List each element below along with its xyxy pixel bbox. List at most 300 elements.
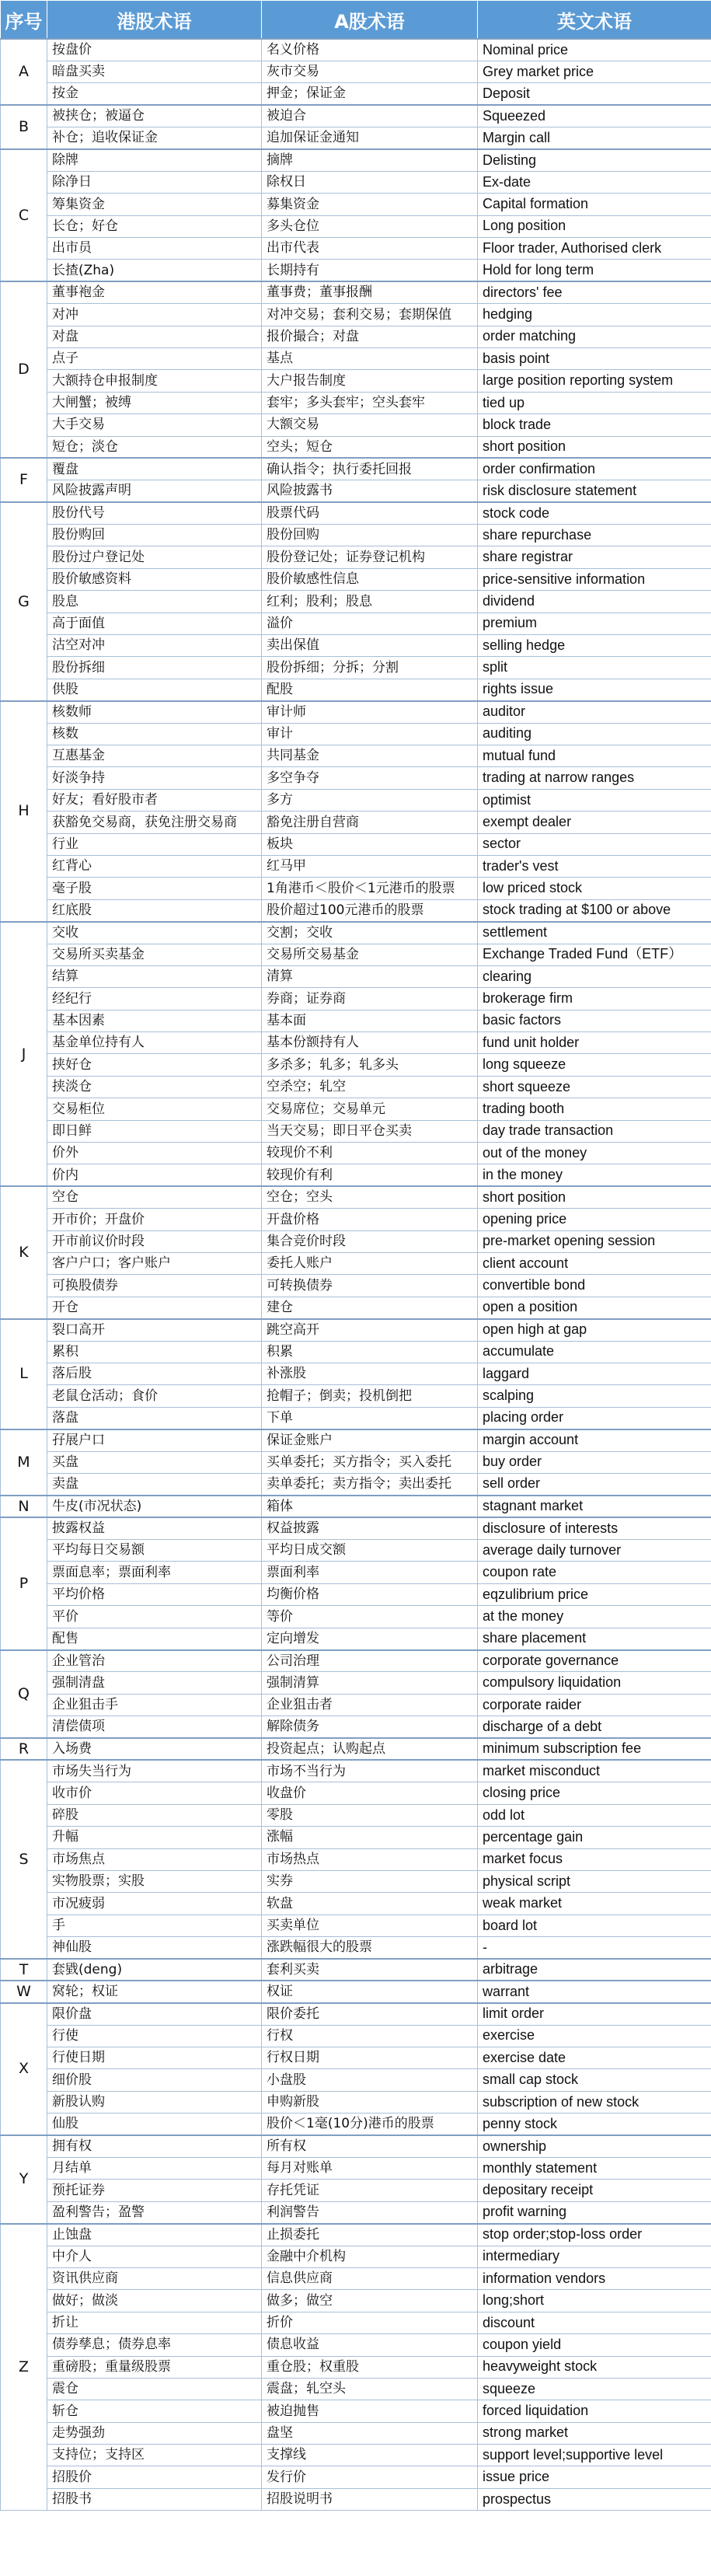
a-share-term-cell: 确认指令；执行委托回报 [262, 458, 478, 480]
a-share-term-cell: 基本份额持有人 [262, 1032, 478, 1054]
table-row [1, 1848, 711, 1870]
table-row [1, 745, 711, 767]
a-share-term-cell: 溢价 [262, 613, 478, 634]
a-share-term-cell: 开盘价格 [262, 1209, 478, 1230]
table-row [1, 1098, 711, 1120]
a-share-term-cell: 平均日成交额 [262, 1540, 478, 1562]
a-share-term-cell: 当天交易；即日平仓买卖 [262, 1120, 478, 1142]
table-row [1, 194, 711, 215]
group-letter: M [1, 1429, 47, 1496]
hk-term-cell: 手 [47, 1915, 262, 1936]
english-term-cell: share registrar [478, 546, 711, 568]
a-share-term-cell: 灰市交易 [262, 61, 478, 82]
table-row [1, 965, 711, 987]
table-row [1, 1738, 711, 1760]
a-share-term-cell: 票面利率 [262, 1562, 478, 1583]
table-row [1, 304, 711, 326]
hk-term-cell: 被挟仓；被逼仓 [47, 105, 262, 127]
english-term-cell: long;short [478, 2290, 711, 2312]
a-share-term-cell: 保证金账户 [262, 1429, 478, 1451]
hk-term-cell: 覆盘 [47, 458, 262, 480]
a-share-term-cell: 名义价格 [262, 39, 478, 61]
a-share-term-cell: 支撑线 [262, 2445, 478, 2466]
a-share-term-cell: 交割；交收 [262, 922, 478, 944]
table-row [1, 2445, 711, 2466]
table-row [1, 1981, 711, 2002]
english-term-cell: Margin call [478, 127, 711, 149]
a-share-term-cell: 对冲交易；套利交易；套期保值 [262, 304, 478, 326]
hk-term-cell: 新股认购 [47, 2091, 262, 2113]
english-term-cell: trading booth [478, 1098, 711, 1120]
a-share-term-cell: 交易所交易基金 [262, 944, 478, 965]
table-row [1, 1341, 711, 1363]
table-row [1, 701, 711, 723]
a-share-term-cell: 股价超过100元港币的股票 [262, 899, 478, 921]
english-term-cell: Hold for long term [478, 260, 711, 281]
english-term-cell: sector [478, 833, 711, 855]
english-term-cell: selling hedge [478, 635, 711, 657]
table-row [1, 1275, 711, 1297]
a-share-term-cell: 市场不当行为 [262, 1760, 478, 1782]
a-share-term-cell: 可转换债券 [262, 1275, 478, 1297]
a-share-term-cell: 套牢；多头套牢；空头套牢 [262, 392, 478, 414]
a-share-term-cell: 补涨股 [262, 1363, 478, 1384]
a-share-term-cell: 实券 [262, 1870, 478, 1892]
english-term-cell: mutual fund [478, 745, 711, 767]
table-row [1, 2334, 711, 2356]
a-share-term-cell: 多空争夺 [262, 767, 478, 789]
table-row [1, 370, 711, 392]
table-row [1, 2180, 711, 2201]
a-share-term-cell: 利润警告 [262, 2201, 478, 2223]
table-row [1, 1120, 711, 1142]
a-share-term-cell: 大户报告制度 [262, 370, 478, 392]
table-row [1, 83, 711, 105]
hk-term-cell: 实物股票；实股 [47, 1870, 262, 1892]
english-term-cell: Floor trader, Authorised clerk [478, 238, 711, 260]
hk-term-cell: 走势强劲 [47, 2422, 262, 2444]
a-share-term-cell: 风险披露书 [262, 480, 478, 502]
group-letter: D [1, 281, 47, 458]
a-share-term-cell: 收盘价 [262, 1782, 478, 1804]
hk-term-cell: 招股价 [47, 2466, 262, 2488]
english-term-cell: exempt dealer [478, 812, 711, 833]
a-share-term-cell: 共同基金 [262, 745, 478, 767]
hk-term-cell: 大额持仓申报制度 [47, 370, 262, 392]
a-share-term-cell: 公司治理 [262, 1650, 478, 1672]
english-term-cell: physical script [478, 1870, 711, 1892]
english-term-cell: short position [478, 436, 711, 458]
hk-term-cell: 神仙股 [47, 1937, 262, 1959]
english-term-cell: penny stock [478, 2114, 711, 2135]
hk-term-cell: 企业管治 [47, 1650, 262, 1672]
table-row [1, 2488, 711, 2510]
english-term-cell: ownership [478, 2135, 711, 2157]
a-share-term-cell: 行权 [262, 2025, 478, 2047]
table-row [1, 39, 711, 61]
a-share-term-cell: 积累 [262, 1341, 478, 1363]
table-header [1, 1, 711, 40]
table-row [1, 767, 711, 789]
english-term-cell: laggard [478, 1363, 711, 1384]
table-row [1, 2069, 711, 2091]
hk-term-cell: 按盘价 [47, 39, 262, 61]
hk-term-cell: 平价 [47, 1606, 262, 1628]
hk-term-cell: 红背心 [47, 855, 262, 877]
table-row [1, 105, 711, 127]
a-share-term-cell: 长期持有 [262, 260, 478, 281]
a-share-term-cell: 小盘股 [262, 2069, 478, 2091]
english-term-cell: support level;supportive level [478, 2445, 711, 2466]
a-share-term-cell: 1角港币＜股价＜1元港币的股票 [262, 878, 478, 899]
hk-term-cell: 挟好仓 [47, 1054, 262, 1076]
english-term-cell: information vendors [478, 2267, 711, 2289]
a-share-term-cell: 摘牌 [262, 149, 478, 171]
table-row [1, 2400, 711, 2422]
hk-term-cell: 震仓 [47, 2378, 262, 2400]
a-share-term-cell: 存托凭证 [262, 2180, 478, 2201]
table-row [1, 215, 711, 237]
a-share-term-cell: 多头仓位 [262, 215, 478, 237]
english-term-cell: directors' fee [478, 281, 711, 303]
english-term-cell: trading at narrow ranges [478, 767, 711, 789]
table-body [1, 39, 711, 2511]
a-share-term-cell: 发行价 [262, 2466, 478, 2488]
table-row [1, 1827, 711, 1848]
table-row [1, 1937, 711, 1959]
hk-term-cell: 平均每日交易额 [47, 1540, 262, 1562]
hk-term-cell: 升幅 [47, 1827, 262, 1848]
english-term-cell: stock code [478, 502, 711, 524]
hk-term-cell: 空仓 [47, 1186, 262, 1208]
a-share-term-cell: 出市代表 [262, 238, 478, 260]
a-share-term-cell: 审计师 [262, 701, 478, 723]
table-row [1, 878, 711, 899]
table-row [1, 679, 711, 700]
hk-term-cell: 卖盘 [47, 1473, 262, 1495]
english-term-cell: exercise date [478, 2047, 711, 2069]
hk-term-cell: 价内 [47, 1164, 262, 1186]
table-row [1, 2091, 711, 2113]
hk-term-cell: 招股书 [47, 2488, 262, 2510]
a-share-term-cell: 股份登记处；证券登记机构 [262, 546, 478, 568]
a-share-term-cell: 权证 [262, 1981, 478, 2002]
english-term-cell: buy order [478, 1451, 711, 1473]
english-term-cell: client account [478, 1252, 711, 1274]
table-row [1, 812, 711, 833]
english-term-cell: open a position [478, 1297, 711, 1318]
english-term-cell: placing order [478, 1407, 711, 1429]
english-term-cell: market misconduct [478, 1760, 711, 1782]
table-row [1, 1054, 711, 1076]
english-term-cell: corporate raider [478, 1694, 711, 1716]
a-share-term-cell: 基点 [262, 347, 478, 369]
hk-term-cell: 孖展户口 [47, 1429, 262, 1451]
english-term-cell: order matching [478, 326, 711, 347]
hk-term-cell: 限价盘 [47, 2003, 262, 2025]
a-share-term-cell: 股价＜1毫(10分)港币的股票 [262, 2114, 478, 2135]
a-share-term-cell: 投资起点；认购起点 [262, 1738, 478, 1760]
hk-term-cell: 即日鲜 [47, 1120, 262, 1142]
a-share-term-cell: 零股 [262, 1804, 478, 1826]
english-term-cell: opening price [478, 1209, 711, 1230]
english-term-cell: split [478, 657, 711, 679]
table-row [1, 1451, 711, 1473]
hk-term-cell: 交易柜位 [47, 1098, 262, 1120]
table-row [1, 2025, 711, 2047]
hk-term-cell: 资讯供应商 [47, 2267, 262, 2289]
hk-term-cell: 折让 [47, 2312, 262, 2333]
english-term-cell: weak market [478, 1893, 711, 1915]
hk-term-cell: 毫子股 [47, 878, 262, 899]
a-share-term-cell: 除权日 [262, 171, 478, 193]
english-term-cell: Deposit [478, 83, 711, 105]
a-share-term-cell: 套利买卖 [262, 1959, 478, 1981]
a-share-term-cell: 集合竞价时段 [262, 1230, 478, 1252]
a-share-term-cell: 权益披露 [262, 1517, 478, 1539]
hk-term-cell: 套戥(deng) [47, 1959, 262, 1981]
group-letter: S [1, 1760, 47, 1959]
english-term-cell: coupon rate [478, 1562, 711, 1583]
hk-term-cell: 重磅股；重量级股票 [47, 2356, 262, 2378]
group-letter: K [1, 1186, 47, 1318]
a-share-term-cell: 箱体 [262, 1496, 478, 1517]
group-letter: R [1, 1738, 47, 1760]
table-row [1, 1893, 711, 1915]
table-row [1, 635, 711, 657]
english-term-cell: margin account [478, 1429, 711, 1451]
english-term-cell: brokerage firm [478, 988, 711, 1010]
group-letter: H [1, 701, 47, 922]
english-term-cell: percentage gain [478, 1827, 711, 1848]
hk-term-cell: 开市前议价时段 [47, 1230, 262, 1252]
table-row [1, 1496, 711, 1517]
english-term-cell: share placement [478, 1628, 711, 1649]
a-share-term-cell: 申购新股 [262, 2091, 478, 2113]
table-row [1, 61, 711, 82]
english-term-cell: basic factors [478, 1010, 711, 1031]
table-row [1, 2356, 711, 2378]
english-term-cell: auditor [478, 701, 711, 723]
hk-term-cell: 中介人 [47, 2246, 262, 2267]
table-row [1, 1076, 711, 1098]
hk-term-cell: 票面息率；票面利率 [47, 1562, 262, 1583]
hk-term-cell: 基金单位持有人 [47, 1032, 262, 1054]
english-term-cell: convertible bond [478, 1275, 711, 1297]
english-term-cell: price-sensitive information [478, 568, 711, 590]
hk-term-cell: 配售 [47, 1628, 262, 1649]
a-share-term-cell: 行权日期 [262, 2047, 478, 2069]
hk-term-cell: 裂口高开 [47, 1319, 262, 1341]
english-term-cell: optimist [478, 789, 711, 811]
table-row [1, 922, 711, 944]
table-row [1, 1473, 711, 1495]
english-term-cell: profit warning [478, 2201, 711, 2223]
hk-term-cell: 仙股 [47, 2114, 262, 2135]
table-row [1, 238, 711, 260]
english-term-cell: risk disclosure statement [478, 480, 711, 502]
table-row [1, 1583, 711, 1605]
hk-term-cell: 点子 [47, 347, 262, 369]
english-term-cell: closing price [478, 1782, 711, 1804]
a-share-term-cell: 债息收益 [262, 2334, 478, 2356]
hk-term-cell: 盈利警告；盈警 [47, 2201, 262, 2223]
a-share-term-cell: 买单委托；买方指令；买入委托 [262, 1451, 478, 1473]
table-row [1, 723, 711, 745]
english-term-cell: minimum subscription fee [478, 1738, 711, 1760]
hk-term-cell: 大闸蟹；被缚 [47, 392, 262, 414]
english-term-cell: clearing [478, 965, 711, 987]
english-term-cell: Long position [478, 215, 711, 237]
hk-term-cell: 挟淡仓 [47, 1076, 262, 1098]
hk-term-cell: 买盘 [47, 1451, 262, 1473]
a-share-term-cell: 解除债务 [262, 1716, 478, 1738]
group-letter: G [1, 502, 47, 701]
english-term-cell: block trade [478, 414, 711, 436]
table-row [1, 1628, 711, 1649]
english-term-cell: intermediary [478, 2246, 711, 2267]
table-row [1, 1010, 711, 1031]
table-row [1, 260, 711, 281]
english-term-cell: low priced stock [478, 878, 711, 899]
group-letter: L [1, 1319, 47, 1429]
table-row [1, 657, 711, 679]
hk-term-cell: 披露权益 [47, 1517, 262, 1539]
a-share-term-cell: 震盘；轧空头 [262, 2378, 478, 2400]
hk-term-cell: 市场失当行为 [47, 1760, 262, 1782]
english-term-cell: prospectus [478, 2488, 711, 2510]
a-share-term-cell: 空仓；空头 [262, 1186, 478, 1208]
hk-term-cell: 红底股 [47, 899, 262, 921]
group-letter: A [1, 39, 47, 105]
english-term-cell: pre-market opening session [478, 1230, 711, 1252]
table-row [1, 1562, 711, 1583]
a-share-term-cell: 红马甲 [262, 855, 478, 877]
english-term-cell: issue price [478, 2466, 711, 2488]
table-row [1, 2114, 711, 2135]
table-row [1, 2378, 711, 2400]
hk-term-cell: 供股 [47, 679, 262, 700]
hk-term-cell: 好淡争持 [47, 767, 262, 789]
table-row [1, 1540, 711, 1562]
english-term-cell: warrant [478, 1981, 711, 2002]
english-term-cell: share repurchase [478, 525, 711, 546]
header-english-term: 英文术语 [478, 1, 711, 40]
hk-term-cell: 市况疲弱 [47, 1893, 262, 1915]
hk-term-cell: 核数师 [47, 701, 262, 723]
a-share-term-cell: 招股说明书 [262, 2488, 478, 2510]
english-term-cell: short squeeze [478, 1076, 711, 1098]
table-row [1, 502, 711, 524]
table-row [1, 1230, 711, 1252]
hk-term-cell: 行使 [47, 2025, 262, 2047]
a-share-term-cell: 做多；做空 [262, 2290, 478, 2312]
hk-term-cell: 可换股债券 [47, 1275, 262, 1297]
a-share-term-cell: 跳空高开 [262, 1319, 478, 1341]
a-share-term-cell: 委托人账户 [262, 1252, 478, 1274]
table-row [1, 613, 711, 634]
hk-term-cell: 收市价 [47, 1782, 262, 1804]
a-share-term-cell: 均衡价格 [262, 1583, 478, 1605]
a-share-term-cell: 空杀空；轧空 [262, 1076, 478, 1098]
a-share-term-cell: 审计 [262, 723, 478, 745]
english-term-cell: coupon yield [478, 2334, 711, 2356]
hk-term-cell: 入场费 [47, 1738, 262, 1760]
hk-term-cell: 风险披露声明 [47, 480, 262, 502]
table-row [1, 1760, 711, 1782]
hk-term-cell: 开仓 [47, 1297, 262, 1318]
a-share-term-cell: 红利；股利；股息 [262, 591, 478, 613]
a-share-term-cell: 董事费；董事报酬 [262, 281, 478, 303]
table-row [1, 2158, 711, 2180]
table-row [1, 2290, 711, 2312]
english-term-cell: out of the money [478, 1143, 711, 1164]
table-row [1, 480, 711, 502]
english-term-cell: tied up [478, 392, 711, 414]
header-a-share-term: A股术语 [262, 1, 478, 40]
hk-term-cell: 客户户口；客户账户 [47, 1252, 262, 1274]
english-term-cell: Capital formation [478, 194, 711, 215]
english-term-cell: short position [478, 1186, 711, 1208]
english-term-cell: Delisting [478, 149, 711, 171]
a-share-term-cell: 较现价不利 [262, 1143, 478, 1164]
english-term-cell: auditing [478, 723, 711, 745]
hk-term-cell: 平均价格 [47, 1583, 262, 1605]
a-share-term-cell: 强制清算 [262, 1672, 478, 1694]
hk-term-cell: 好友；看好股市者 [47, 789, 262, 811]
hk-term-cell: 股份代号 [47, 502, 262, 524]
table-row [1, 171, 711, 193]
hk-term-cell: 老鼠仓活动；食价 [47, 1385, 262, 1407]
english-term-cell: odd lot [478, 1804, 711, 1826]
hk-term-cell: 股份过户登记处 [47, 546, 262, 568]
table-row [1, 2224, 711, 2246]
hk-term-cell: 互惠基金 [47, 745, 262, 767]
a-share-term-cell: 押金；保证金 [262, 83, 478, 105]
a-share-term-cell: 多杀多；轧多；轧多头 [262, 1054, 478, 1076]
hk-term-cell: 短仓；淡仓 [47, 436, 262, 458]
a-share-term-cell: 所有权 [262, 2135, 478, 2157]
group-letter: J [1, 922, 47, 1187]
a-share-term-cell: 股价敏感性信息 [262, 568, 478, 590]
hk-term-cell: 牛皮(市况状态) [47, 1496, 262, 1517]
group-letter: Z [1, 2224, 47, 2511]
a-share-term-cell: 定向增发 [262, 1628, 478, 1649]
table-row [1, 833, 711, 855]
a-share-term-cell: 卖出保值 [262, 635, 478, 657]
table-row [1, 1297, 711, 1318]
table-row [1, 2047, 711, 2069]
english-term-cell: limit order [478, 2003, 711, 2025]
hk-term-cell: 做好；做淡 [47, 2290, 262, 2312]
table-row [1, 2312, 711, 2333]
table-row [1, 2003, 711, 2025]
a-share-term-cell: 交易席位；交易单元 [262, 1098, 478, 1120]
english-term-cell: - [478, 1937, 711, 1959]
hk-term-cell: 交易所买卖基金 [47, 944, 262, 965]
table-row [1, 392, 711, 414]
a-share-term-cell: 盘坚 [262, 2422, 478, 2444]
table-row [1, 546, 711, 568]
a-share-term-cell: 被迫合 [262, 105, 478, 127]
table-row [1, 1209, 711, 1230]
hk-term-cell: 股价敏感资料 [47, 568, 262, 590]
english-term-cell: stop order;stop-loss order [478, 2224, 711, 2246]
hk-term-cell: 清偿债项 [47, 1716, 262, 1738]
english-term-cell: in the money [478, 1164, 711, 1186]
hk-term-cell: 价外 [47, 1143, 262, 1164]
a-share-term-cell: 基本面 [262, 1010, 478, 1031]
